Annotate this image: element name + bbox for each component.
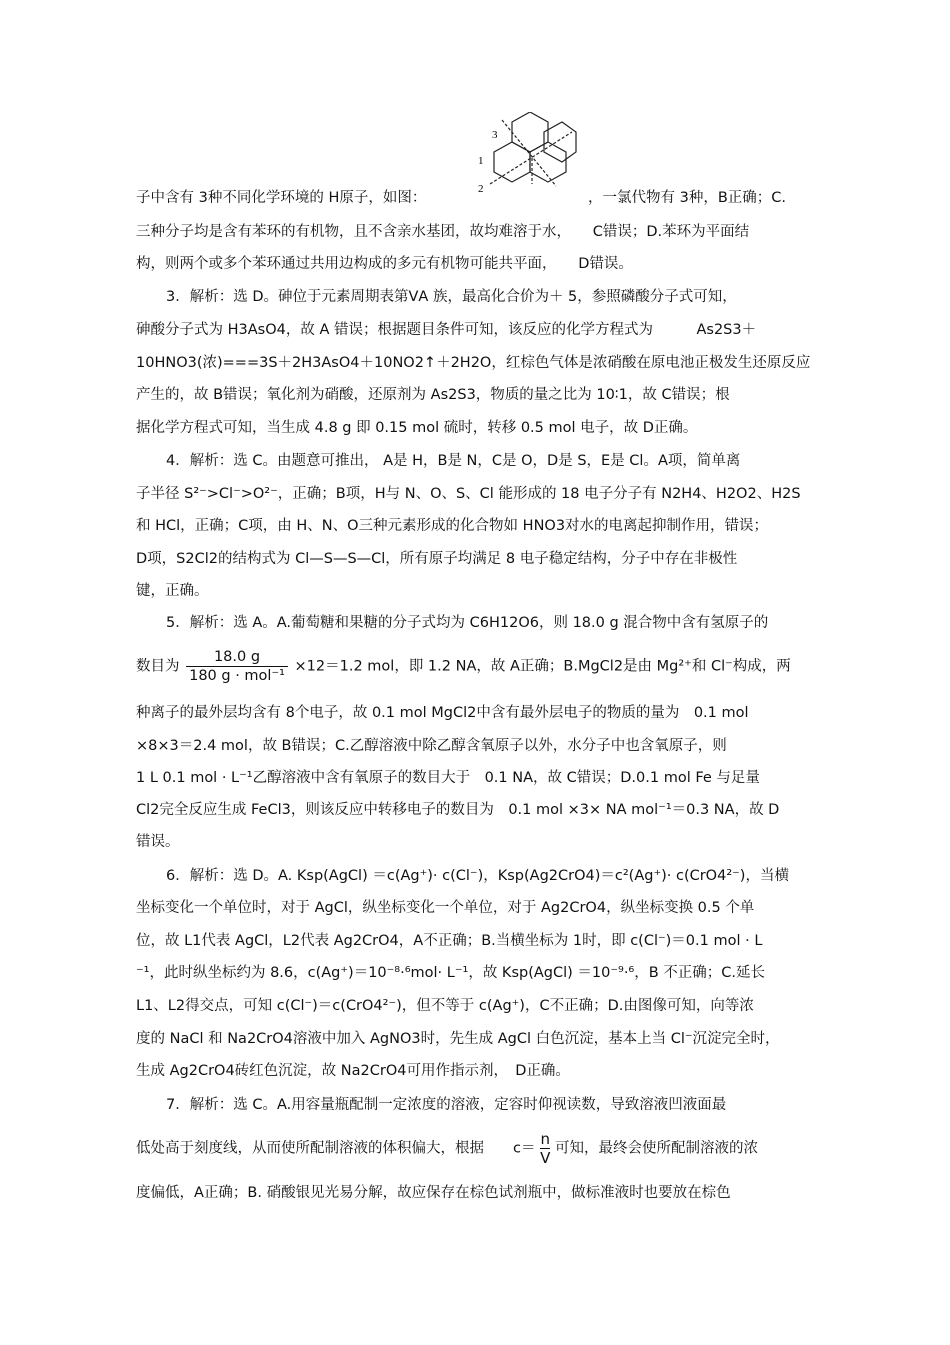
pyrene-structure-figure (472, 112, 580, 200)
text-line: 4．解析：选 C。由题意可推出， A是 H，B是 N，C是 O，D是 S，E是 Cl。A项，简单离 (166, 453, 741, 469)
fraction-numerator: n (540, 1130, 550, 1148)
text-segment: ×12＝1.2 mol，即 1.2 NA，故 A正确；B.MgCl2是由 Mg²⁺和 Cl⁻构成，两 (294, 658, 791, 675)
fraction-numerator: 18.0 g (186, 648, 288, 667)
text-line: 三种分子均是含有苯环的有机物，且不含亲水基团，故均难溶于水， C错误；D.苯环为平面结 (136, 224, 750, 240)
fraction-denominator: 180 g · mol⁻¹ (189, 668, 285, 684)
text-line: 砷酸分子式为 H3AsO4，故 A 错误；根据题目条件可知，该反应的化学方程式为 As2S3＋ (136, 322, 757, 338)
text-line: 度的 NaCl 和 Na2CrO4溶液中加入 AgNO3时，先生成 AgCl 白色沉淀，基本上当 Cl⁻沉淀完全时， (136, 1031, 780, 1047)
text-line: 坐标变化一个单位时，对于 AgCl，纵坐标变化一个单位，对于 Ag2CrO4，纵坐标变换 0.5 个单 (136, 900, 755, 916)
text-line: 10HNO3(浓)===3S＋2H3AsO4＋10NO2↑＋2H2O，红棕色气体是浓硝酸在原电池正极发生还原反应 (136, 355, 811, 371)
text-line: 错误。 (136, 834, 180, 850)
fraction (540, 1130, 550, 1167)
text-line: 和 HCl，正确；C项，由 H、N、O三种元素形成的化合物如 HNO3对水的电离起抑制作用，错误； (136, 518, 769, 534)
figure-label-1: 1 (478, 155, 484, 167)
text-line (136, 648, 816, 685)
figure-label-3: 3 (492, 129, 498, 141)
text-segment: 低处高于刻度线，从而使所配制溶液的体积偏大，根据 c＝ (136, 1140, 536, 1157)
text-line: Cl2完全反应生成 FeCl3，则该反应中转移电子的数目为 0.1 mol ×3× NA mol⁻¹＝0.3 NA，故 D (136, 802, 780, 818)
text-line: 1 L 0.1 mol · L⁻¹乙醇溶液中含有氧原子的数目大于 0.1 NA，故 C错误；D.0.1 mol Fe 与足量 (136, 770, 760, 786)
text-line: 5．解析：选 A。A.葡萄糖和果糖的分子式均为 C6H12O6，则 18.0 g 混合物中含有氢原子的 (166, 615, 769, 631)
text-line: 子半径 S²⁻>Cl⁻>O²⁻，正确；B项，H与 N、O、S、Cl 能形成的 18 电子分子有 N2H4、H2O2、H2S (136, 486, 801, 502)
text-segment: 子中含有 3种不同化学环境的 H原子，如图： (136, 190, 427, 206)
text-line: 3．解析：选 D。砷位于元素周期表第ⅤA 族，最高化合价为＋ 5，参照磷酸分子式可知， (166, 289, 737, 305)
figure-label-2: 2 (478, 183, 484, 195)
text-line: 产生的，故 B错误；氧化剂为硝酸，还原剂为 As2S3，物质的量之比为 10∶1，故 C错误；根 (136, 387, 730, 403)
text-line: 6．解析：选 D。A. Ksp(AgCl) ＝c(Ag⁺)· c(Cl⁻)，Ksp(Ag2CrO4)＝c²(Ag⁺)· c(CrO4²⁻)，当横 (166, 868, 789, 884)
text-line: 据化学方程式可知，当生成 4.8 g 即 0.15 mol 硫时，转移 0.5 mol 电子，故 D正确。 (136, 420, 698, 436)
text-segment: 数目为 (136, 658, 180, 675)
text-line: 位，故 L1代表 AgCl，L2代表 Ag2CrO4，A不正确；B.当横坐标为 1时，即 c(Cl⁻)＝0.1 mol · L (136, 933, 763, 949)
text-line: 键，正确。 (136, 583, 209, 599)
text-line (136, 188, 816, 208)
text-line: D项，S2Cl2的结构式为 Cl—S—S—Cl，所有原子均满足 8 电子稳定结构，分子中存在非极性 (136, 551, 738, 567)
text-segment: 可知，最终会使所配制溶液的浓 (554, 1140, 758, 1157)
fraction (186, 648, 288, 685)
fraction-denominator: V (540, 1149, 551, 1167)
text-line: 种离子的最外层均含有 8个电子，故 0.1 mol MgCl2中含有最外层电子的物质的量为 0.1 mol (136, 705, 749, 721)
text-line: ⁻¹，此时纵坐标约为 8.6，c(Ag⁺)＝10⁻⁸·⁶mol· L⁻¹，故 Ksp(AgCl) ＝10⁻⁹·⁶，B 不正确；C.延长 (136, 965, 766, 981)
text-line (136, 1130, 816, 1167)
text-line: 生成 Ag2CrO4砖红色沉淀，故 Na2CrO4可用作指示剂， D正确。 (136, 1063, 570, 1079)
text-line: 度偏低，A正确；B. 硝酸银见光易分解，故应保存在棕色试剂瓶中，做标准液时也要放在棕色 (136, 1185, 731, 1201)
text-line: ×8×3＝2.4 mol，故 B错误；C.乙醇溶液中除乙醇含氧原子以外，水分子中也含氧原子，则 (136, 738, 727, 754)
text-line: L1、L2得交点，可知 c(Cl⁻)＝c(CrO4²⁻)，但不等于 c(Ag⁺)，C不正确；D.由图像可知，向等浓 (136, 998, 754, 1014)
text-line: 7．解析：选 C。A.用容量瓶配制一定浓度的溶液，定容时仰视读数，导致溶液凹液面最 (166, 1097, 727, 1113)
text-segment: ，一氯代物有 3种，B正确；C. (588, 190, 787, 206)
text-line: 构，则两个或多个苯环通过共用边构成的多元有机物可能共平面， D错误。 (136, 256, 633, 272)
